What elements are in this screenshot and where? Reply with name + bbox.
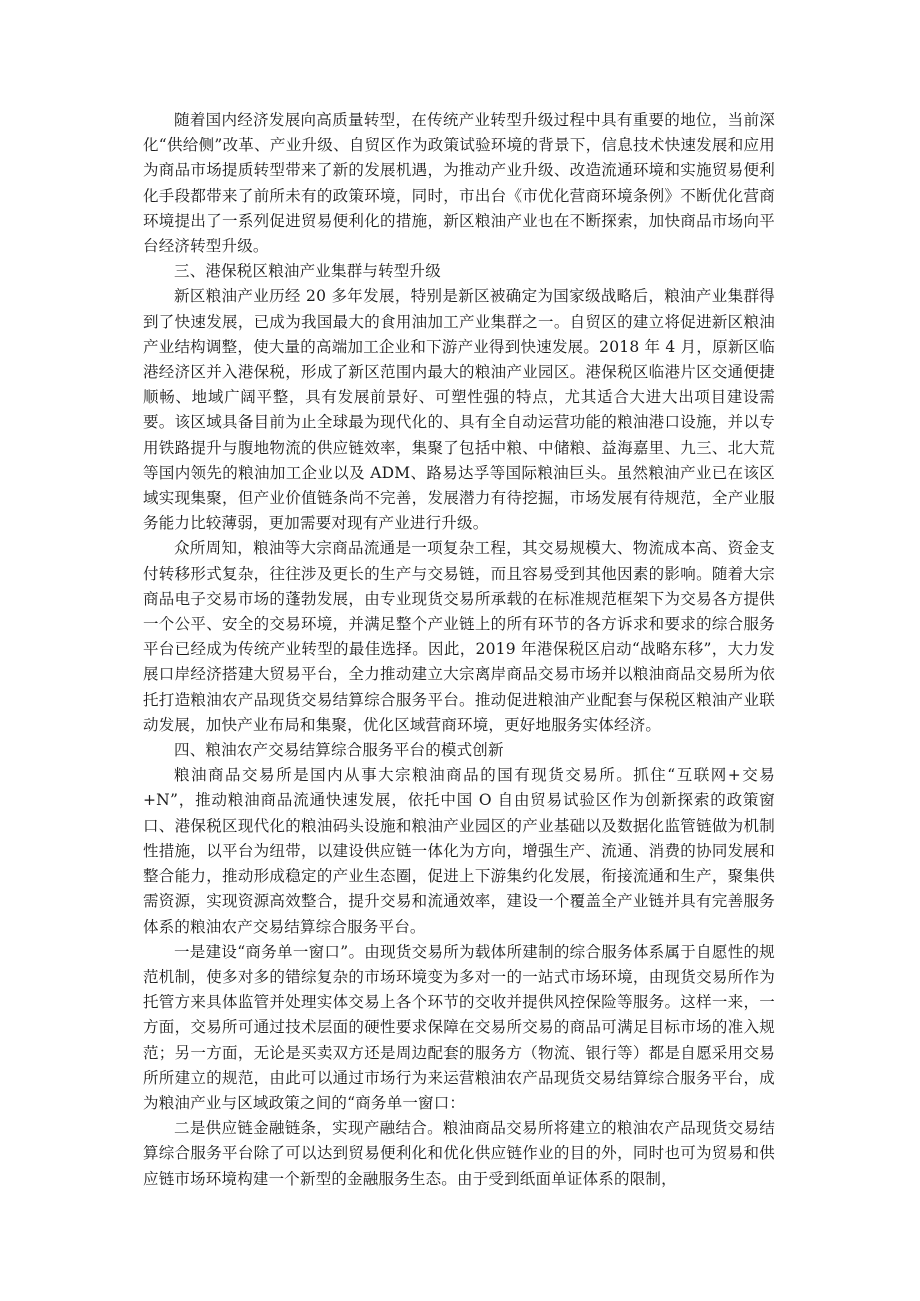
section-heading-3: 三、港保税区粮油产业集群与转型升级: [174, 262, 441, 281]
paragraph-supply-chain-finance: 二是供应链金融链条，实现产融结合。粮油商品交易所将建立的粮油农产品现货交易结算综合服务平台除了可以达到贸易便利化和优化供应链作业的目的外，同时也可为贸易和供应链市场环境构建一个新型的金融服务生态。由于受到纸面单证体系的限制，: [143, 1119, 775, 1188]
paragraph-single-window: 一是建设“商务单一窗口”。由现货交易所为载体所建制的综合服务体系属于自愿性的规范机制，使多对多的错综复杂的市场环境变为多对一的一站式市场环境，由现货交易所作为托管方来具体监管并处理实体交易上各个环节的交收并提供风控保险等服务。这样一来，一方面，交易所可通过技术层面的硬性要求保障在交易所交易的商品可满足目标市场的准入规范；另一方面，无论是买卖双方还是周边配套的服务方（物流、银行等）都是自愿采用交易所所建立的规范，由此可以通过市场行为来运营粮油农产品现货交易结算综合服务平台，成为粮油产业与区域政策之间的“商务单一窗口：: [143, 942, 775, 1112]
paragraph-exchange-overview: 粮油商品交易所是国内从事大宗粮油商品的国有现货交易所。抓住“互联网+交易+N”，推动粮油商品流通快速发展，依托中国 O 自由贸易试验区作为创新探索的政策窗口、港保税区现代化的粮油码头设施和粮油产业园区的产业基础以及数据化监管链做为机制性措施，以平台为纽带，以建设供应链一体化为方向，增强生产、流通、消费的协同发展和整合能力，推动形成稳定的产业生态圈，促进上下游集约化发展，衔接流通和生产，聚集供需资源，实现资源高效整合，提升交易和流通效率，建设一个覆盖全产业链并具有完善服务体系的粮油农产交易结算综合服务平台。: [143, 766, 775, 936]
paragraph-commodity-circulation: 众所周知，粮油等大宗商品流通是一项复杂工程，其交易规模大、物流成本高、资金支付转移形式复杂，往往涉及更长的生产与交易链，而且容易受到其他因素的影响。随着大宗商品电子交易市场的蓬勃发展，由专业现货交易所承载的在标准规范框架下为交易各方提供一个公平、安全的交易环境，并满足整个产业链上的所有环节的各方诉求和要求的综合服务平台已经成为传统产业转型的最佳选择。因此，2019 年港保税区启动“战略东移”，大力发展口岸经济搭建大贸易平台，全力推动建立大宗离岸商品交易市场并以粮油商品交易所为依托打造粮油农产品现货交易结算综合服务平台。推动促进粮油产业配套与保税区粮油产业联动发展，加快产业布局和集聚，优化区域营商环境，更好地服务实体经济。: [143, 539, 775, 734]
paragraph-intro: 随着国内经济发展向高质量转型，在传统产业转型升级过程中具有重要的地位，当前深化“供给侧”改革、产业升级、自贸区作为政策试验环境的背景下，信息技术快速发展和应用为商品市场提质转型带来了新的发展机遇，为推动产业升级、改造流通环境和实施贸易便利化手段都带来了前所未有的政策环境，同时，市出台《市优化营商环境条例》不断优化营商环境提出了一系列促进贸易便利化的措施，新区粮油产业也在不断探索，加快商品市场向平台经济转型升级。: [143, 111, 775, 256]
paragraph-industry-cluster: 新区粮油产业历经 20 多年发展，特别是新区被确定为国家级战略后，粮油产业集群得到了快速发展，已成为我国最大的食用油加工产业集群之一。自贸区的建立将促进新区粮油产业结构调整，使大量的高端加工企业和下游产业得到快速发展。2018 年 4 月，原新区临港经济区并入港保税，形成了新区范围内最大的粮油产业园区。港保税区临港片区交通便捷顺畅、地域广阔平整，具有发展前景好、可塑性强的特点，尤其适合大进大出项目建设需要。该区域具备目前为止全球最为现代化的、具有全自动运营功能的粮油港口设施，并以专用铁路提升与腹地物流的供应链效率，集聚了包括中粮、中储粮、益海嘉里、九三、北大荒等国内领先的粮油加工企业以及 ADM、路易达孚等国际粮油巨头。虽然粮油产业已在该区域实现集聚，但产业价值链条尚不完善，发展潜力有待挖掘，市场发展有待规范，全产业服务能力比较薄弱，更加需要对现有产业进行升级。: [143, 287, 775, 533]
document-body: [143, 108, 775, 1192]
section-heading-4: 四、粮油农产交易结算综合服务平台的模式创新: [174, 741, 504, 760]
